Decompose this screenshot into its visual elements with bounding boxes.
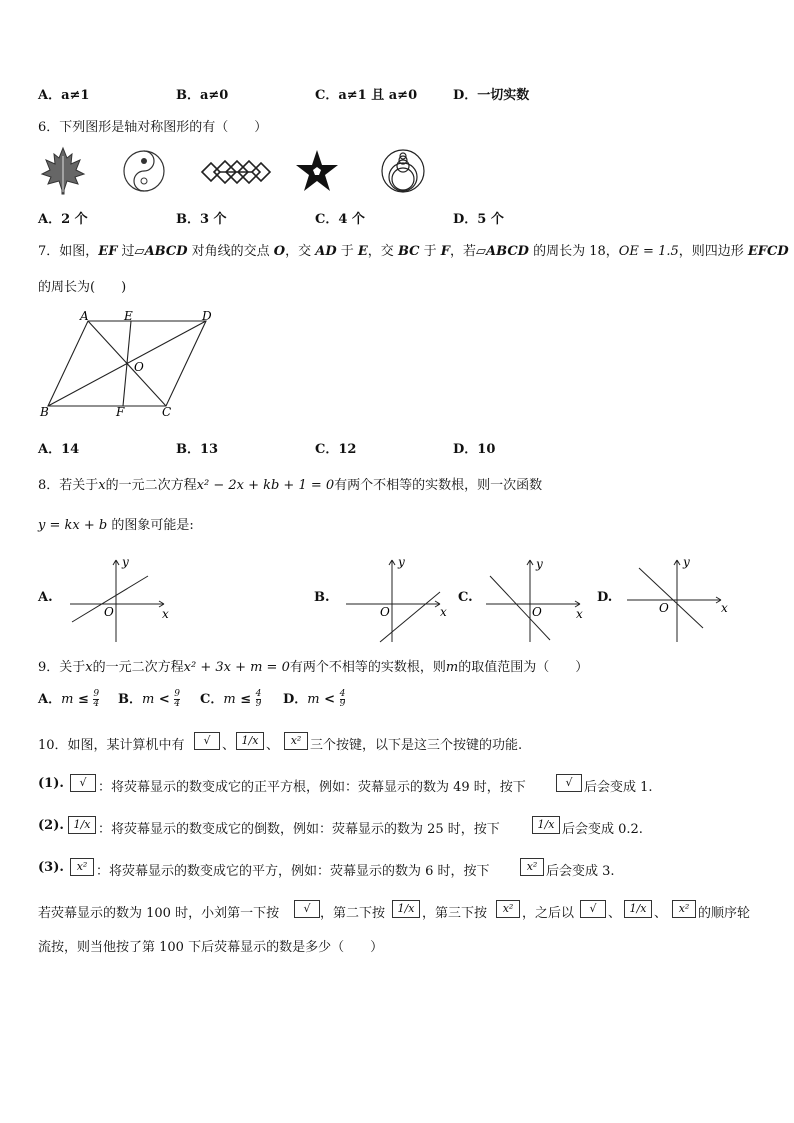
q10-para-line2: 流按，则当他按了第 100 下后荧幕显示的数是多少（ ） <box>38 940 384 955</box>
q10-key-recip: 1/x <box>236 732 264 750</box>
q8-graph-d <box>625 556 735 644</box>
q7-label-f: F <box>116 405 125 419</box>
q9-stem: 9．关于x的一元二次方程x² + 3x + m = 0有两个不相等的实数根，则m的取值范围为（ ） <box>38 660 589 675</box>
q8-option-a-label: A. <box>38 590 53 605</box>
q7-parallelogram-figure <box>38 309 228 420</box>
q10-para-1: 若荧幕显示的数为 100 时，小刘第一下按 <box>38 906 280 921</box>
q10-para-sep-2: 、 <box>654 906 668 921</box>
q10-sep-2: 、 <box>266 738 280 753</box>
q6-option-b: B．3 个 <box>176 212 227 227</box>
q10-item2-text: ：将荧幕显示的数变成它的倒数，例如：荧幕显示的数为 25 时，按下 <box>98 822 500 837</box>
q10-sep-1: 、 <box>222 738 236 753</box>
q10-para-sep-1: 、 <box>608 906 622 921</box>
q7-label-c: C <box>162 405 172 419</box>
q8-graph-d-y: y <box>683 555 690 569</box>
q10-item1-label: (1). <box>38 776 64 791</box>
q7-label-o: O <box>134 360 144 374</box>
knot-pattern-icon <box>200 155 272 189</box>
q8-graph-b-x: x <box>440 605 447 619</box>
q10-stem-1: 10．如图，某计算机中有 <box>38 738 185 753</box>
maple-leaf-icon <box>40 146 86 196</box>
q8-graph-d-x: x <box>721 601 728 615</box>
q10-item3-tail: 后会变成 3. <box>546 864 615 879</box>
q10-item1-tail: 后会变成 1. <box>584 780 653 795</box>
q10-item1-key: √ <box>70 774 96 792</box>
q7-stem: 7．如图，EF 过▱ABCD 对角线的交点 O，交 AD 于 E，交 BC 于 F，若▱ABCD 的周长为 18，OE = 1.5，则四边形 EFCD <box>38 244 789 259</box>
q10-para-key-recip-2: 1/x <box>624 900 652 918</box>
q7-label-a: A <box>80 309 89 323</box>
q10-para-4: ，之后以 <box>522 906 575 921</box>
q8-graph-c-o: O <box>532 605 542 619</box>
q10-stem-2: 三个按键，以下是这三个按键的功能. <box>310 738 523 753</box>
q8-stem: 8．若关于x的一元二次方程x² − 2x + kb + 1 = 0有两个不相等的实数根，则一次函数 <box>38 478 543 493</box>
q7-label-b: B <box>40 405 49 419</box>
q5-option-d: D．一切实数 <box>453 88 530 103</box>
q8-option-d-label: D. <box>597 590 613 605</box>
q8-option-b-label: B. <box>314 590 330 605</box>
q10-item2-label: (2). <box>38 818 64 833</box>
q8-graph-a-x: x <box>162 607 169 621</box>
q10-item3-key: x² <box>70 858 94 876</box>
q8-graph-a <box>68 556 178 644</box>
q7-option-b: B．13 <box>176 442 219 457</box>
q10-item1-key-2: √ <box>556 774 582 792</box>
q8-graph-b-y: y <box>398 555 405 569</box>
q10-para-2: ，第二下按 <box>320 906 386 921</box>
q8-stem-line2: y = kx + b 的图象可能是: <box>38 518 194 533</box>
q7-label-d: D <box>202 309 212 323</box>
q7-label-e: E <box>124 309 133 323</box>
q10-key-square: x² <box>284 732 308 750</box>
q7-stem-line2: 的周长为( ) <box>38 280 127 295</box>
q10-para-key-square-2: x² <box>672 900 696 918</box>
q8-graph-a-o: O <box>104 605 114 619</box>
q10-item3-text: ：将荧幕显示的数变成它的平方，例如：荧幕显示的数为 6 时，按下 <box>96 864 490 879</box>
q7-option-a: A．14 <box>38 442 80 457</box>
q6-option-d: D．5 个 <box>453 212 504 227</box>
q10-para-key-sqrt: √ <box>294 900 320 918</box>
q8-graph-b-o: O <box>380 605 390 619</box>
q10-item2-tail: 后会变成 0.2. <box>562 822 643 837</box>
q10-item3-key-2: x² <box>520 858 544 876</box>
q5-option-b: B．a≠0 <box>176 88 229 103</box>
q9-option-b: B．m < $\frac{9}{4}$ <box>118 689 181 709</box>
q10-para-key-recip: 1/x <box>392 900 420 918</box>
q10-para-3: ，第三下按 <box>422 906 488 921</box>
q10-para-key-sqrt-2: √ <box>580 900 606 918</box>
q8-option-c-label: C. <box>458 590 473 605</box>
q10-para-5: 的顺序轮 <box>698 906 751 921</box>
q6-stem: 6．下列图形是轴对称图形的有（ ） <box>38 120 268 135</box>
q10-item2-key: 1/x <box>68 816 96 834</box>
q9-option-c: C．m ≤ $\frac{4}{9}$ <box>200 689 262 709</box>
yin-yang-icon <box>121 148 167 194</box>
q6-option-c: C．4 个 <box>315 212 365 227</box>
q10-key-sqrt: √ <box>194 732 220 750</box>
q10-para-key-square: x² <box>496 900 520 918</box>
q5-option-a: A．a≠1 <box>38 88 90 103</box>
q8-graph-d-o: O <box>659 601 669 615</box>
q8-graph-a-y: y <box>122 555 129 569</box>
q9-option-d: D．m < $\frac{4}{9}$ <box>283 689 346 709</box>
q5-option-c: C．a≠1 且 a≠0 <box>315 88 418 103</box>
q7-option-d: D．10 <box>453 442 496 457</box>
q10-item2-key-2: 1/x <box>532 816 560 834</box>
q8-graph-c <box>484 556 594 644</box>
q8-graph-c-y: y <box>536 557 543 571</box>
q10-item3-label: (3). <box>38 860 64 875</box>
q9-option-a: A．m ≤ $\frac{9}{4}$ <box>38 689 100 709</box>
q7-option-c: C．12 <box>315 442 357 457</box>
q6-option-a: A．2 个 <box>38 212 88 227</box>
q8-graph-c-x: x <box>576 607 583 621</box>
q10-item1-text: ：将荧幕显示的数变成它的正平方根，例如：荧幕显示的数为 49 时，按下 <box>98 780 526 795</box>
q8-graph-b <box>344 556 454 644</box>
star-pentagon-icon <box>294 148 340 194</box>
nested-circles-icon <box>380 146 426 196</box>
